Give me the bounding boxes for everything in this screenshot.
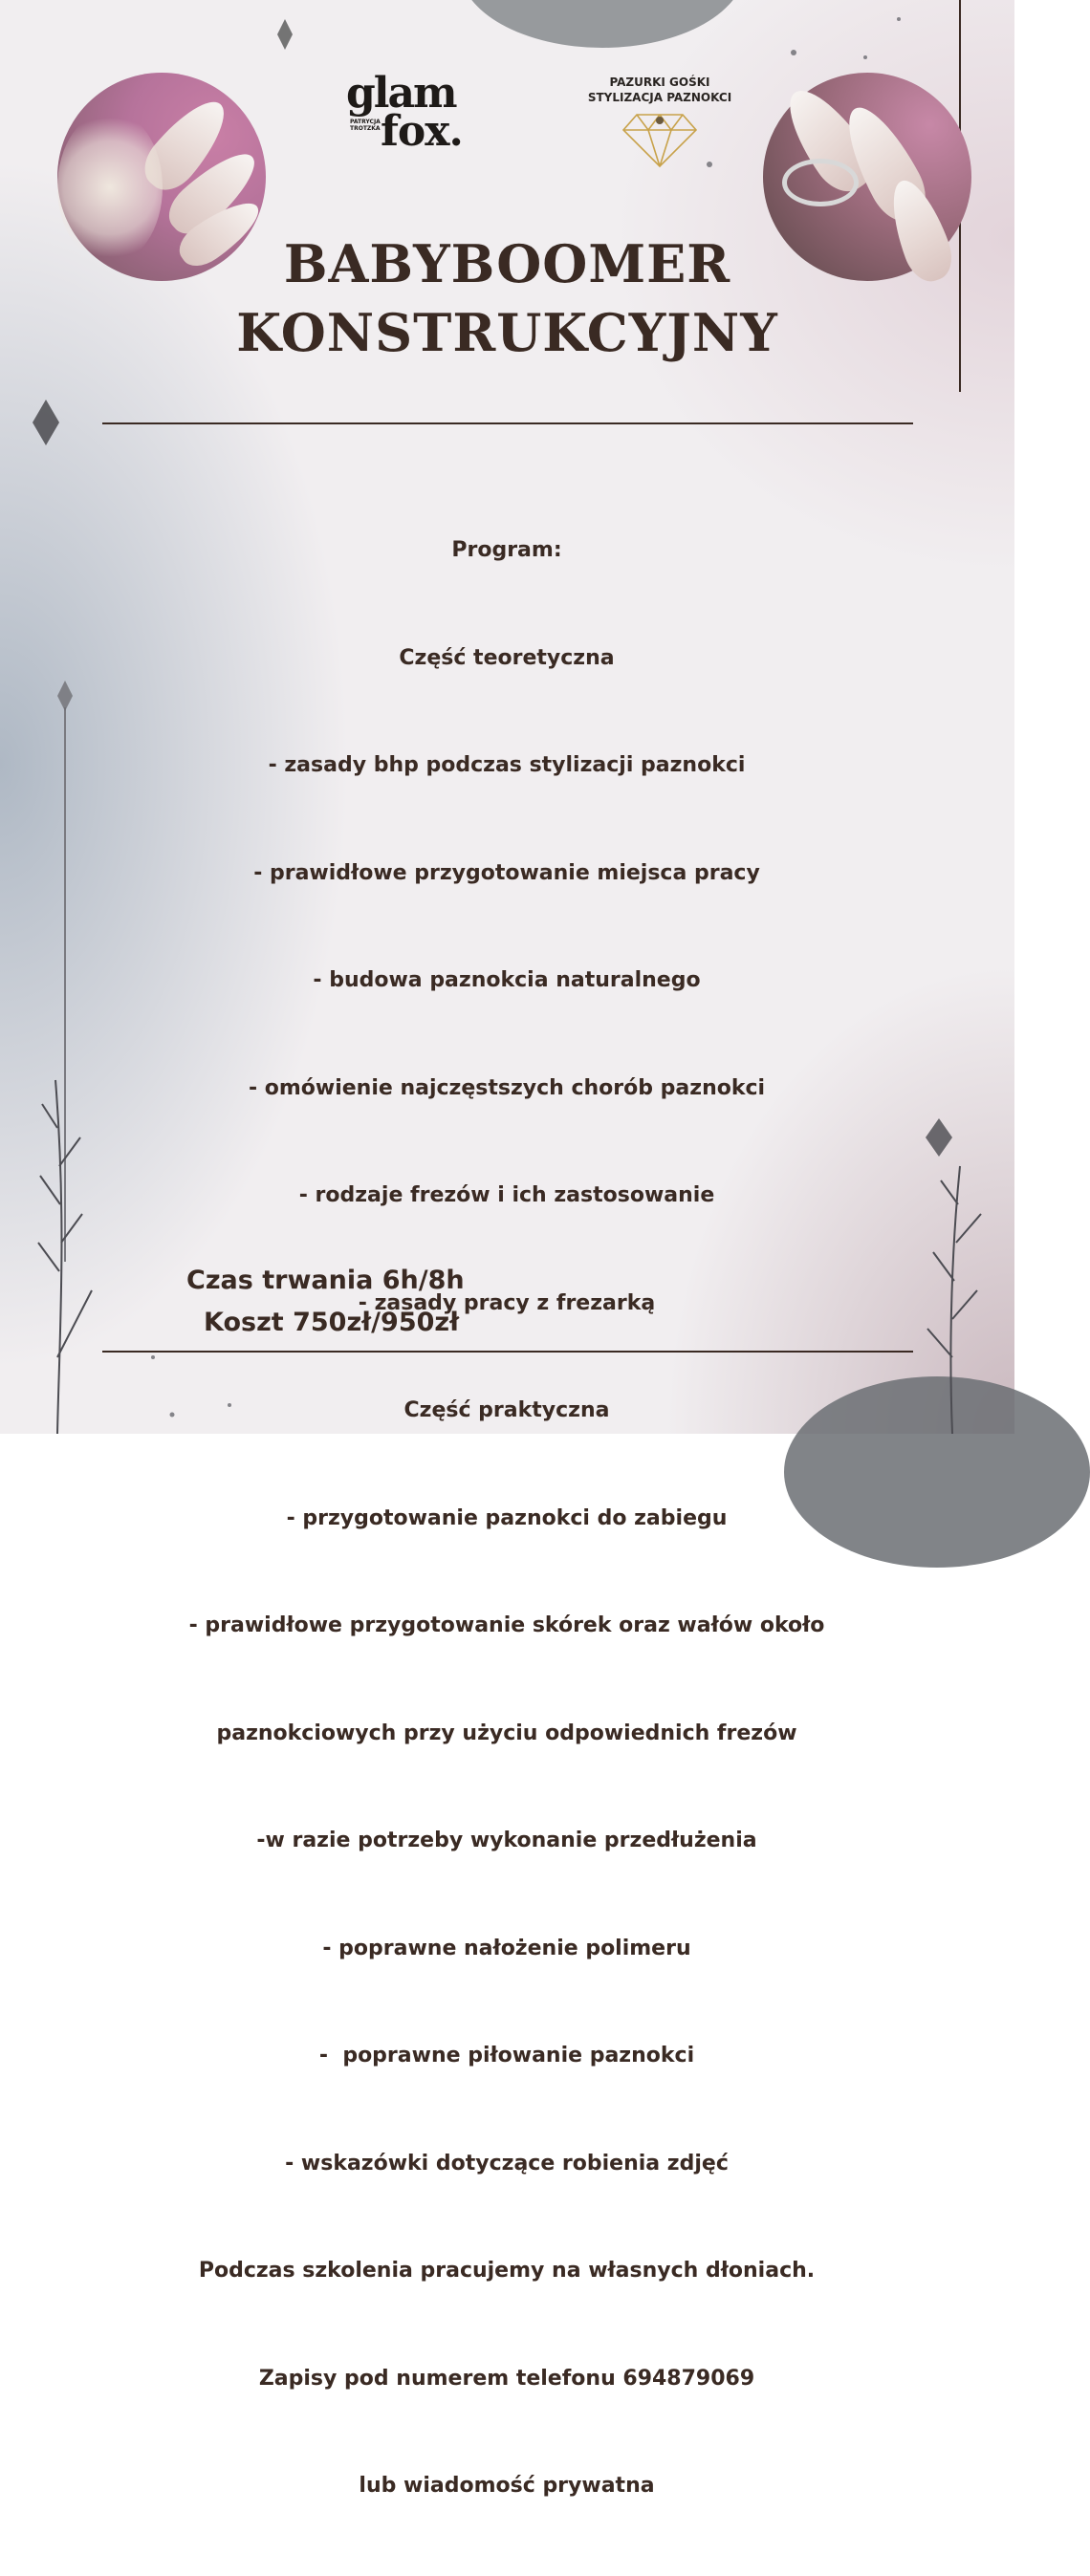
course-info: [186, 1260, 465, 1344]
program-line: - przygotowanie paznokci do zabiegu: [286, 1505, 728, 1530]
program-line: paznokciowych przy użyciu odpowiednich frezów: [216, 1721, 797, 1745]
program-line: Podczas szkolenia pracujemy na własnych dłoniach.: [198, 2259, 816, 2283]
diamond-icon: [621, 111, 698, 170]
salon-name: PAZURKI GOŚKI: [609, 76, 710, 89]
program-line: - prawidłowe przygotowanie skórek oraz wałów około: [188, 1613, 825, 1637]
program-line: Zapisy pod numerem telefonu 694879069: [258, 2366, 755, 2391]
program-line: lub wiadomość prywatna: [359, 2474, 655, 2498]
program-line: Program:: [451, 538, 562, 562]
program-line: - zasady pracy z frezarką: [358, 1290, 656, 1315]
program-line: - zasady bhp podczas stylizacji paznokci: [268, 753, 746, 777]
salon-subtitle: STYLIZACJA PAZNOKCI: [587, 91, 732, 104]
program-line: - wskazówki dotyczące robienia zdjęć: [285, 2151, 729, 2176]
logo-small-text: PATRYCJA TROTZKA: [350, 119, 381, 132]
title-line-2: KONSTRUKCYJNY: [236, 302, 778, 363]
program-line: - prawidłowe przygotowanie miejsca pracy: [253, 860, 760, 885]
program-line: - poprawne piłowanie paznokci: [318, 2044, 695, 2067]
page-title: [0, 229, 1014, 367]
logo-text-fox: fox.: [381, 107, 463, 156]
program-line: Część teoretyczna: [399, 645, 615, 670]
program-text: [76, 461, 937, 2576]
salon-logo: [564, 75, 755, 174]
program-line: Część praktyczna: [403, 1398, 610, 1422]
divider-bottom: [102, 1351, 913, 1353]
program-line: - budowa paznokcia naturalnego: [313, 968, 701, 992]
logo-text-glam: glam: [346, 69, 456, 118]
program-line: - poprawne nałożenie polimeru: [322, 1936, 691, 1960]
program-line: - omówienie najczęstszych chorób paznokci: [248, 1075, 766, 1100]
title-line-1: BABYBOOMER: [283, 233, 731, 294]
cost-text: Koszt 750zł/950zł: [204, 1308, 460, 1337]
program-line: -w razie potrzeby wykonanie przedłużenia: [256, 1829, 757, 1852]
glamfox-logo: [346, 69, 463, 156]
program-line: - rodzaje frezów i ich zastosowanie: [298, 1183, 715, 1207]
duration-text: Czas trwania 6h/8h: [186, 1266, 465, 1295]
divider-top: [102, 422, 913, 424]
